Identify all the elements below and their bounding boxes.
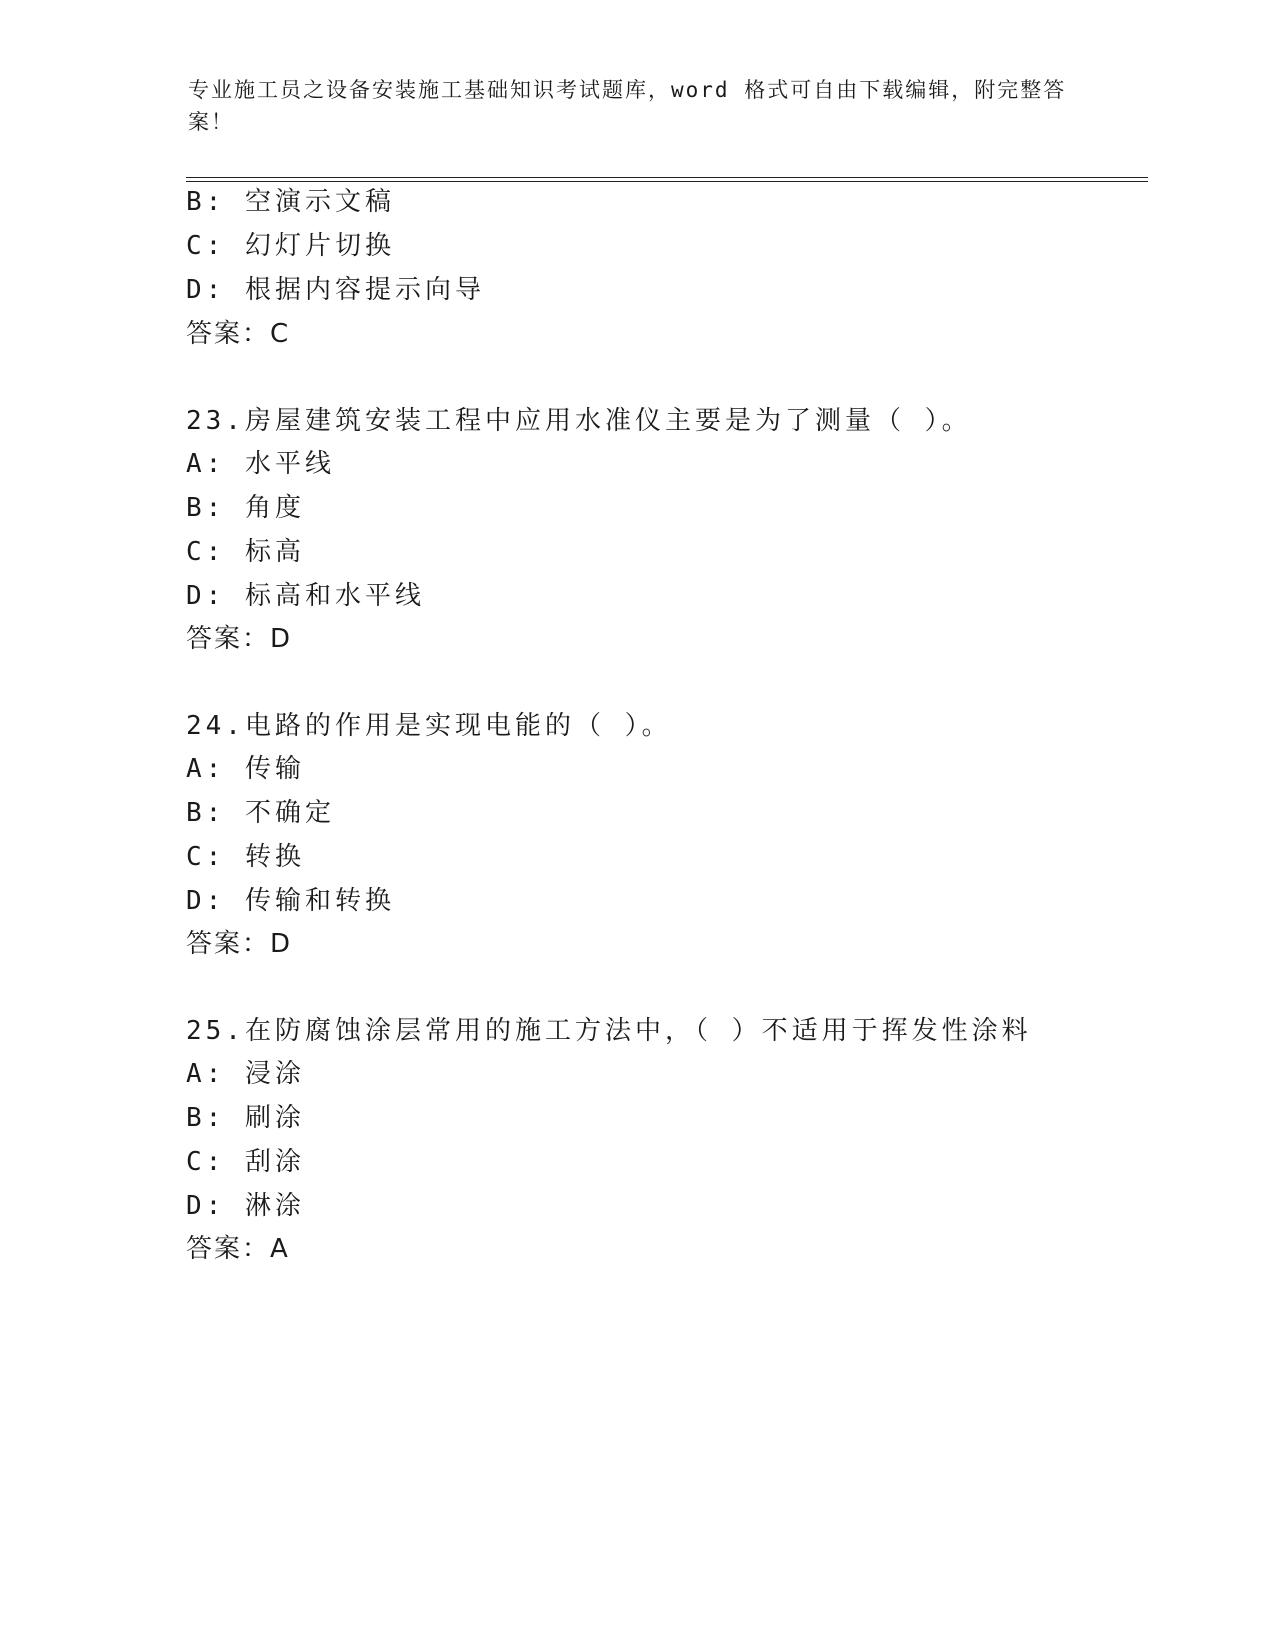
option-c: C: 幻灯片切换: [186, 231, 395, 261]
option-d: D: 淋涂: [186, 1191, 305, 1221]
option-b: B: 角度: [186, 493, 305, 523]
option-c: C: 转换: [186, 842, 305, 872]
header-divider: [186, 177, 1148, 182]
answer-line: 答案：C: [186, 319, 291, 349]
question-stem: 24.电路的作用是实现电能的（ ）。: [186, 711, 672, 741]
question-stem: 25.在防腐蚀涂层常用的施工方法中，（ ）不适用于挥发性涂料: [186, 1016, 1032, 1046]
option-b: B: 不确定: [186, 798, 335, 828]
option-a: A: 浸涂: [186, 1059, 305, 1089]
answer-line: 答案：D: [186, 624, 293, 654]
option-c: C: 刮涂: [186, 1147, 305, 1177]
option-d: D: 标高和水平线: [186, 581, 425, 611]
option-d: D: 根据内容提示向导: [186, 275, 485, 305]
question-stem: 23.房屋建筑安装工程中应用水准仪主要是为了测量（ ）。: [186, 406, 972, 436]
option-b: B: 空演示文稿: [186, 187, 395, 217]
answer-line: 答案：D: [186, 929, 293, 959]
option-b: B: 刷涂: [186, 1103, 305, 1133]
option-c: C: 标高: [186, 537, 305, 567]
document-header: 专业施工员之设备安装施工基础知识考试题库，word 格式可自由下载编辑，附完整答案！: [188, 78, 1067, 134]
option-a: A: 水平线: [186, 449, 335, 479]
answer-line: 答案：A: [186, 1234, 290, 1264]
option-a: A: 传输: [186, 754, 305, 784]
option-d: D: 传输和转换: [186, 886, 395, 916]
